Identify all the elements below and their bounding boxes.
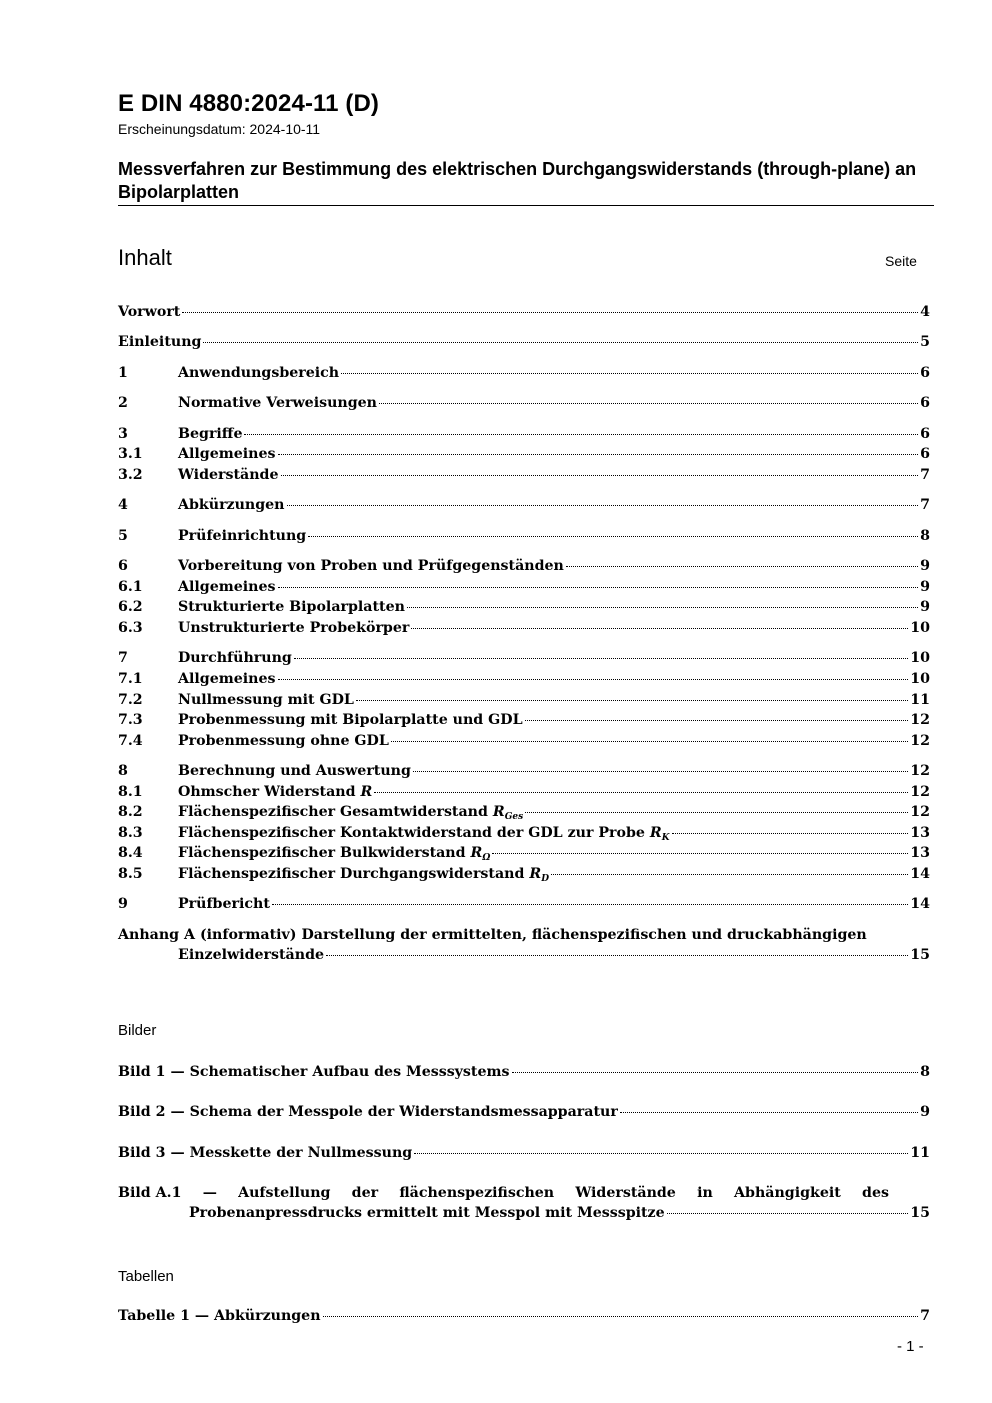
dot-leader xyxy=(525,720,909,721)
dot-leader xyxy=(566,566,918,567)
dot-leader xyxy=(379,403,918,404)
toc-entry-line xyxy=(178,556,930,576)
toc-entry[interactable] xyxy=(118,690,930,710)
dot-leader xyxy=(278,454,919,455)
toc-entry-line xyxy=(178,597,930,617)
toc-entry-line xyxy=(178,782,930,802)
toc-entry-page: 6 xyxy=(920,395,930,411)
toc-entry-page: 11 xyxy=(910,692,930,708)
page-number: - 1 - xyxy=(897,1338,924,1355)
tables-label: Tabellen xyxy=(118,1268,174,1285)
dot-leader xyxy=(374,792,908,793)
formula-subscript: K xyxy=(661,833,670,843)
toc-entry-page: 10 xyxy=(910,671,930,687)
figure-entry-page: 15 xyxy=(910,1205,930,1221)
toc-entry-line xyxy=(178,526,930,546)
dot-leader xyxy=(287,505,919,506)
dot-leader xyxy=(620,1112,918,1113)
toc-entry[interactable] xyxy=(118,648,930,668)
figure-entry-line xyxy=(189,1203,930,1223)
toc-entry-title: Probenmessung mit Bipolarplatte und GDL xyxy=(178,712,523,728)
toc-entry[interactable] xyxy=(118,802,930,822)
dot-leader xyxy=(411,628,908,629)
dot-leader xyxy=(667,1213,909,1214)
figure-entry-title xyxy=(118,1183,889,1203)
figures-label: Bilder xyxy=(118,1022,157,1039)
toc-entry-number: 4 xyxy=(118,497,128,513)
toc-entry-title: Anhang A (informativ) Darstellung der ermittelten, flächenspezifischen und druckabhängigen xyxy=(118,927,867,943)
figure-entry[interactable] xyxy=(118,1102,930,1122)
toc-entry[interactable] xyxy=(118,710,930,730)
toc-entry[interactable] xyxy=(118,465,930,485)
figure-title-word: Abhängigkeit xyxy=(734,1185,841,1201)
dot-leader xyxy=(551,874,908,875)
toc-entry[interactable] xyxy=(118,597,930,617)
toc-entry-number: 6.1 xyxy=(118,579,143,595)
toc-entry-page: 6 xyxy=(920,365,930,381)
toc-entry-page: 13 xyxy=(910,825,930,841)
toc-entry-number: 5 xyxy=(118,528,128,544)
toc-entry-page: 8 xyxy=(920,528,930,544)
toc-entry-line xyxy=(178,945,930,965)
formula-subscript: Ges xyxy=(504,812,524,822)
formula-symbol: $R_\Omega$ xyxy=(470,845,491,863)
toc-entry-page: 7 xyxy=(920,497,930,513)
figure-title-word: Aufstellung xyxy=(238,1185,331,1201)
toc-entry-number: 7.3 xyxy=(118,712,143,728)
dot-leader xyxy=(414,1153,908,1154)
toc-entry-title: Flächenspezifischer Durchgangswiderstand xyxy=(178,866,525,882)
document-title: Messverfahren zur Bestimmung des elektrischen Durchgangswiderstands (through-plane) an Bipolarplatten xyxy=(118,159,917,202)
figure-entry[interactable] xyxy=(118,1143,930,1163)
toc-entry[interactable] xyxy=(118,618,930,638)
toc-entry-title: Normative Verweisungen xyxy=(178,395,377,411)
toc-entry-title: Ohmscher Widerstand xyxy=(178,784,356,800)
toc-entry-number: 6.3 xyxy=(118,620,143,636)
toc-entry-page: 9 xyxy=(920,599,930,615)
toc-entry-line xyxy=(118,332,930,352)
toc-entry-page: 9 xyxy=(920,579,930,595)
toc-entry-number: 6 xyxy=(118,558,128,574)
dot-leader xyxy=(326,955,908,956)
toc-entry-page: 8 xyxy=(920,1064,930,1080)
title-divider xyxy=(118,205,934,206)
toc-entry-page: 6 xyxy=(920,446,930,462)
figure-title-word: der xyxy=(351,1185,379,1201)
toc-entry-number: 7.4 xyxy=(118,733,143,749)
toc-entry-line xyxy=(178,894,930,914)
toc-entry[interactable] xyxy=(118,577,930,597)
formula-subscript: D xyxy=(541,874,550,884)
dot-leader xyxy=(407,607,918,608)
toc-entry[interactable] xyxy=(118,495,930,515)
toc-entry-number: 3.2 xyxy=(118,467,143,483)
toc-entry-number: 6.2 xyxy=(118,599,143,615)
dot-leader xyxy=(391,741,908,742)
dot-leader xyxy=(525,812,908,813)
toc-entry-number: 2 xyxy=(118,395,128,411)
toc-entry-title: Abkürzungen xyxy=(178,497,285,513)
toc-entry[interactable] xyxy=(118,823,930,843)
toc-entry-annex-a[interactable] xyxy=(118,925,930,965)
toc-entry-line xyxy=(178,465,930,485)
formula-symbol: R xyxy=(360,784,373,800)
toc-entry-page: 10 xyxy=(910,620,930,636)
document-id: E DIN 4880:2024-11 (D) xyxy=(118,90,379,117)
toc-entry-number: 8.3 xyxy=(118,825,143,841)
toc-entry-line xyxy=(178,577,930,597)
toc-entry[interactable] xyxy=(118,761,930,781)
toc-entry-line xyxy=(178,444,930,464)
toc-entry-line xyxy=(178,424,930,444)
toc-entry-page: 13 xyxy=(910,845,930,861)
toc-entry-number: 9 xyxy=(118,896,128,912)
toc-entry[interactable] xyxy=(118,669,930,689)
page-column-label: Seite xyxy=(885,253,917,269)
toc-entry-title: Allgemeines xyxy=(178,671,276,687)
toc-entry-title: Berechnung und Auswertung xyxy=(178,763,411,779)
toc-entry-page: 12 xyxy=(910,733,930,749)
toc-entry-line xyxy=(178,669,930,689)
toc-entry-page: 12 xyxy=(910,804,930,820)
figure-title-word: des xyxy=(862,1185,889,1201)
toc-entry-line xyxy=(178,690,930,710)
toc-entry-line xyxy=(178,761,930,781)
toc-entry-title: Einleitung xyxy=(118,334,202,350)
toc-entry[interactable] xyxy=(118,843,930,863)
toc-entry-line xyxy=(178,648,930,668)
toc-entry[interactable] xyxy=(118,782,930,802)
formula-symbol: $R_D$ xyxy=(529,866,550,884)
toc-entry-page: 7 xyxy=(920,1308,930,1324)
toc-entry-title: Strukturierte Bipolarplatten xyxy=(178,599,405,615)
toc-entry-title-cont: Einzelwiderstände xyxy=(178,947,325,963)
toc-entry-page: 7 xyxy=(920,467,930,483)
figure-title-word: Widerstände xyxy=(575,1185,676,1201)
toc-entry[interactable] xyxy=(118,332,930,352)
toc-entry-title: Prüfbericht xyxy=(178,896,270,912)
toc-entry-number: 8.5 xyxy=(118,866,143,882)
toc-entry-line xyxy=(178,710,930,730)
toc-entry-title: Anwendungsbereich xyxy=(178,365,340,381)
toc-entry-number: 8.1 xyxy=(118,784,143,800)
toc-entry-title: Prüfeinrichtung xyxy=(178,528,307,544)
figure-entry[interactable] xyxy=(118,1062,930,1082)
dot-leader xyxy=(294,658,908,659)
toc-entry-number: 8.2 xyxy=(118,804,143,820)
toc-entry-title: Vorwort xyxy=(118,304,181,320)
publication-date: Erscheinungsdatum: 2024-10-11 xyxy=(118,121,321,137)
toc-entry-title: Nullmessung mit GDL xyxy=(178,692,354,708)
toc-entry-number: 8.4 xyxy=(118,845,143,861)
toc-entry-title: Bild 2 — Schema der Messpole der Widerstandsmessapparatur xyxy=(118,1104,618,1120)
dot-leader xyxy=(278,587,919,588)
toc-entry-page: 12 xyxy=(910,763,930,779)
figure-title-word: Bild A.1 xyxy=(118,1185,182,1201)
dot-leader xyxy=(278,679,909,680)
dot-leader xyxy=(413,771,908,772)
dot-leader xyxy=(323,1316,919,1317)
toc-entry-line xyxy=(118,1062,930,1082)
figure-entry-title-cont: Probenanpressdrucks ermittelt mit Messpol mit Messspitze xyxy=(189,1205,665,1221)
toc-entry-number: 7 xyxy=(118,650,128,666)
toc-entry-title: Tabelle 1 — Abkürzungen xyxy=(118,1308,321,1324)
dot-leader xyxy=(356,700,908,701)
toc-entry-page: 5 xyxy=(920,334,930,350)
toc-entry-page: 4 xyxy=(920,304,930,320)
toc-entry-line xyxy=(118,1102,930,1122)
dot-leader xyxy=(281,475,919,476)
formula-symbol: $R_{Ges}$ xyxy=(492,804,524,822)
toc-entry-line xyxy=(118,1306,930,1326)
toc-entry-title: Probenmessung ohne GDL xyxy=(178,733,389,749)
toc-entry-page: 15 xyxy=(910,947,930,963)
formula-symbol: $R_K$ xyxy=(649,825,670,843)
toc-entry[interactable] xyxy=(118,424,930,444)
dot-leader xyxy=(272,904,908,905)
toc-entry-number: 3.1 xyxy=(118,446,143,462)
toc-entry[interactable] xyxy=(118,894,930,914)
toc-entry-page: 9 xyxy=(920,558,930,574)
figure-title-word: flächenspezifischen xyxy=(399,1185,555,1201)
toc-entry-page: 10 xyxy=(910,650,930,666)
toc-heading: Inhalt xyxy=(118,245,172,270)
toc-entry-number: 7.1 xyxy=(118,671,143,687)
toc-entry[interactable] xyxy=(118,864,930,884)
toc-entry-title: Unstrukturierte Probekörper xyxy=(178,620,410,636)
figure-title-word: — xyxy=(202,1185,217,1201)
toc-entry-number: 8 xyxy=(118,763,128,779)
figure-entry-a1[interactable] xyxy=(118,1183,930,1223)
dot-leader xyxy=(512,1072,919,1073)
dot-leader xyxy=(308,536,918,537)
toc-entry-line xyxy=(178,363,930,383)
toc-entry-title: Vorbereitung von Proben und Prüfgegenständen xyxy=(178,558,564,574)
toc-entry-line xyxy=(178,864,930,889)
toc-entry-title: Widerstände xyxy=(178,467,279,483)
toc-entry-title: Bild 3 — Messkette der Nullmessung xyxy=(118,1145,413,1161)
dot-leader xyxy=(492,853,908,854)
toc-entry[interactable] xyxy=(118,526,930,546)
toc-entry-title: Allgemeines xyxy=(178,579,276,595)
toc-entry-title: Begriffe xyxy=(178,426,243,442)
toc-entry-title: Flächenspezifischer Kontaktwiderstand der GDL zur Probe xyxy=(178,825,645,841)
toc-entry-page: 14 xyxy=(910,896,930,912)
toc-entry-page: 6 xyxy=(920,426,930,442)
toc-entry[interactable] xyxy=(118,556,930,576)
dot-leader xyxy=(672,833,909,834)
toc-entry-number: 1 xyxy=(118,365,128,381)
toc-entry-page: 12 xyxy=(910,712,930,728)
toc-entry-page: 9 xyxy=(920,1104,930,1120)
toc-entry-number: 7.2 xyxy=(118,692,143,708)
toc-entry-title: Durchführung xyxy=(178,650,292,666)
toc-entry-title: Flächenspezifischer Bulkwiderstand xyxy=(178,845,466,861)
toc-entry-title: Flächenspezifischer Gesamtwiderstand xyxy=(178,804,488,820)
dot-leader xyxy=(341,373,918,374)
toc-entry-line xyxy=(178,731,930,751)
toc-entry-line xyxy=(178,393,930,413)
dot-leader xyxy=(182,312,918,313)
toc-entry[interactable] xyxy=(118,363,930,383)
toc-entry-title: Allgemeines xyxy=(178,446,276,462)
toc-entry-number: 3 xyxy=(118,426,128,442)
dot-leader xyxy=(244,434,918,435)
toc-entry-line xyxy=(178,618,930,638)
formula-subscript: Ω xyxy=(482,853,491,863)
toc-entry[interactable] xyxy=(118,393,930,413)
figure-title-word: in xyxy=(697,1185,713,1201)
toc-entry-page: 11 xyxy=(910,1145,930,1161)
dot-leader xyxy=(203,342,918,343)
toc-entry-line xyxy=(178,495,930,515)
toc-entry-line xyxy=(118,1143,930,1163)
toc-entry[interactable] xyxy=(118,444,930,464)
toc-entry-title: Bild 1 — Schematischer Aufbau des Messsystems xyxy=(118,1064,510,1080)
toc-entry-line xyxy=(118,302,930,322)
toc-entry[interactable] xyxy=(118,302,930,322)
toc-entry[interactable] xyxy=(118,731,930,751)
table-entry[interactable] xyxy=(118,1306,930,1326)
toc-entry-page: 12 xyxy=(910,784,930,800)
toc-entry-page: 14 xyxy=(910,866,930,882)
